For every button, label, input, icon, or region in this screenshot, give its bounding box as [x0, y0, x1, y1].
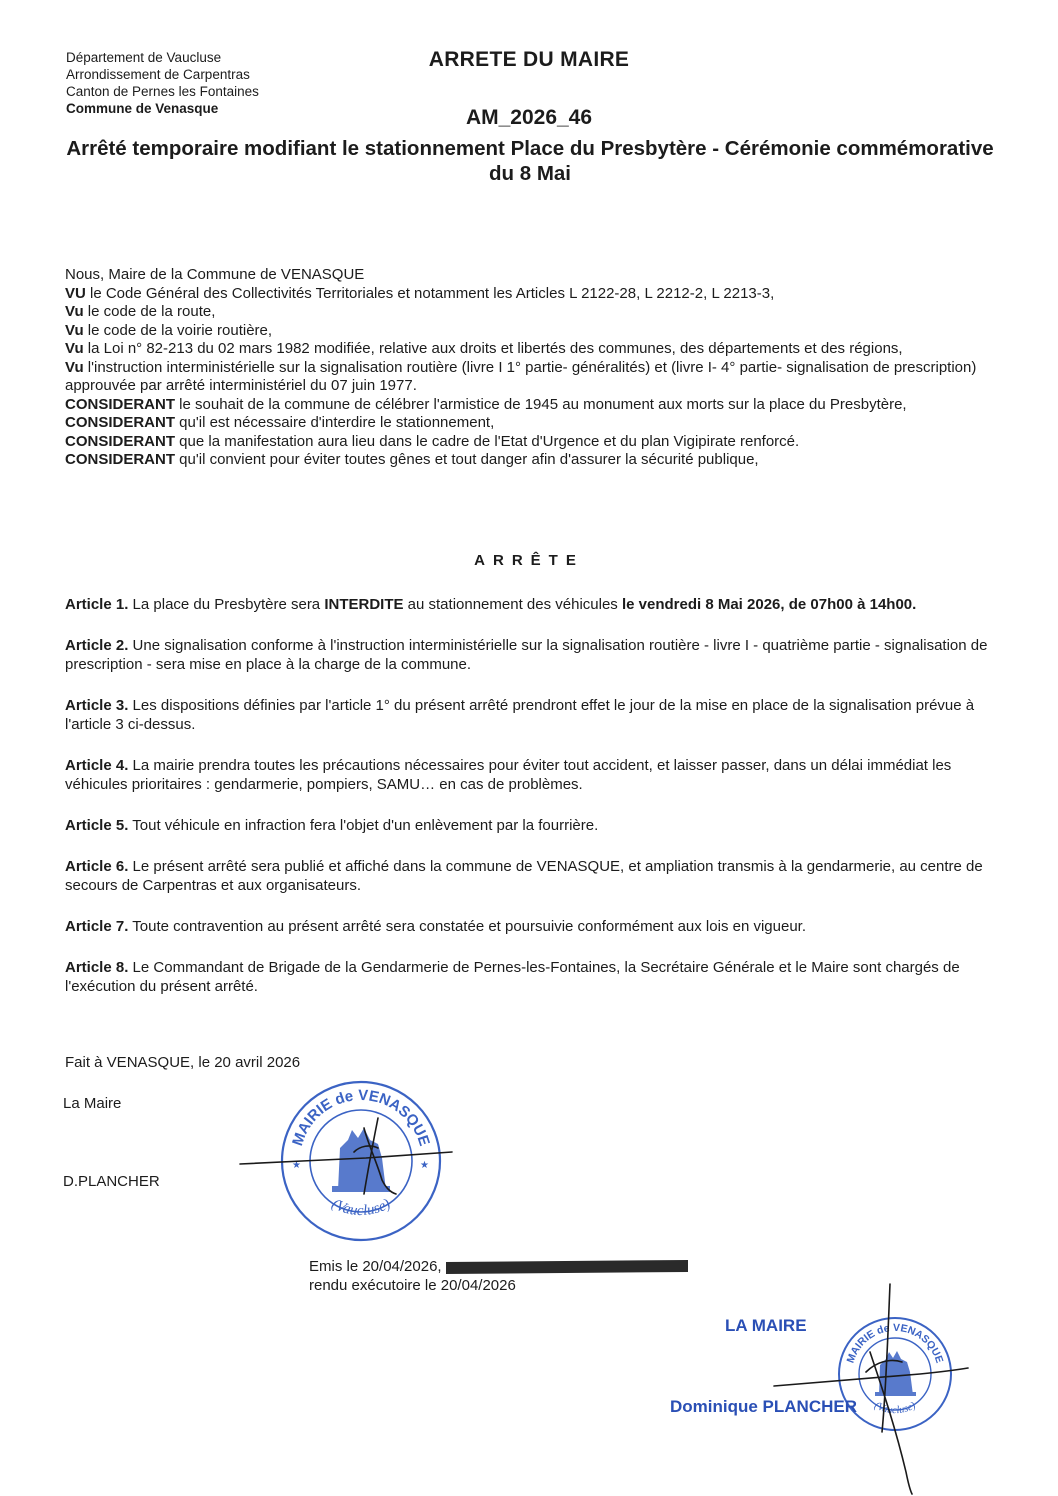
vu-keyword: Vu	[65, 358, 84, 376]
preamble-vu-2	[65, 303, 1005, 322]
article-6	[65, 857, 995, 895]
publication-info	[309, 1257, 688, 1295]
preamble-considerant-2	[65, 414, 1005, 433]
article-text: La mairie prendra toutes les précautions nécessaires pour éviter tout accident, et laisser passer, dans un délai immédiat les véhicules prioritaires : gendarmerie, pompiers, SAMU… en cas de problèmes.	[65, 757, 952, 793]
articles	[65, 595, 995, 1018]
article-number: Article 7.	[65, 918, 129, 935]
executory-line: rendu exécutoire le 20/04/2026	[309, 1277, 516, 1294]
decides-heading: ARRÊTE	[474, 552, 584, 569]
article-1	[65, 595, 995, 614]
admin-line-department: Département de Vaucluse	[66, 50, 222, 65]
preamble-vu-3	[65, 322, 1005, 341]
stamp-text-top: MAIRIE de VENASQUE	[289, 1086, 433, 1149]
vu-text: le code de la voirie routière,	[83, 321, 273, 339]
signatory-full-name: Dominique PLANCHER	[670, 1397, 857, 1416]
preamble-intro: Nous, Maire de la Commune de VENASQUE	[65, 266, 365, 283]
vu-keyword: VU	[65, 284, 86, 302]
article-number: Article 6.	[65, 858, 129, 875]
stamp-text-bottom: (Vaucluse)	[872, 1400, 918, 1417]
article-7	[65, 917, 995, 936]
vu-keyword: Vu	[65, 321, 84, 339]
article-text: au stationnement des véhicules	[403, 596, 622, 613]
vu-text: le code de la route,	[83, 303, 216, 320]
preamble-considerant-3	[65, 433, 1005, 452]
document-title-text: ARRETE DU MAIRE	[428, 48, 630, 71]
vu-text: l'instruction interministérielle sur la signalisation routière (livre I 1° partie- généralités) et (livre I- 4° partie- signalisation de prescription) approuvée par arrêté interministériel du 07 juin 1977.	[65, 358, 977, 394]
article-emphasis: le vendredi 8 Mai 2026, de 07h00 à 14h00.	[621, 596, 917, 613]
document-title	[0, 48, 1058, 72]
considerant-keyword: CONSIDERANT	[65, 432, 176, 450]
handwritten-signature-secondary	[770, 1282, 970, 1496]
article-text: Le présent arrêté sera publié et affiché dans la commune de VENASQUE, et ampliation transmis à la gendarmerie, au centre de secours de Carpentras et aux organisateurs.	[65, 858, 983, 894]
article-5	[65, 816, 995, 835]
article-4	[65, 756, 995, 794]
stamp-star-icon: ★	[292, 1160, 301, 1171]
considerant-keyword: CONSIDERANT	[65, 395, 176, 413]
signatory-name: D.PLANCHER	[63, 1173, 160, 1190]
considerant-text: qu'il convient pour éviter toutes gênes et tout danger afin d'assurer la sécurité publique,	[175, 451, 759, 468]
vu-text: la Loi n° 82-213 du 02 mars 1982 modifiée, relative aux droits et libertés des communes, des départements et des régions,	[83, 340, 903, 357]
article-number: Article 3.	[65, 697, 129, 714]
article-8	[65, 958, 995, 996]
issued-date: Emis le 20/04/2026,	[309, 1258, 442, 1275]
admin-line-commune: Commune de Venasque	[66, 101, 219, 116]
place-and-date: Fait à VENASQUE, le 20 avril 2026	[65, 1054, 301, 1071]
stamp-star-icon: ★	[420, 1160, 429, 1171]
decree-reference: AM_2026_46	[465, 106, 593, 129]
considerant-text: qu'il est nécessaire d'interdire le stationnement,	[175, 414, 495, 431]
article-number: Article 8.	[65, 959, 129, 976]
considerant-text: que la manifestation aura lieu dans le cadre de l'Etat d'Urgence et du plan Vigipirate renforcé.	[175, 432, 800, 450]
article-text: Le Commandant de Brigade de la Gendarmerie de Pernes-les-Fontaines, la Secrétaire Générale et le Maire sont chargés de l'exécution du présent arrêté.	[65, 959, 960, 995]
decree-subject: Arrêté temporaire modifiant le stationnement Place du Presbytère - Cérémonie commémorative du 8 Mai	[66, 137, 994, 185]
vu-keyword: Vu	[65, 340, 84, 357]
article-text: Tout véhicule en infraction fera l'objet d'un enlèvement par la fourrière.	[128, 817, 599, 834]
admin-line-arrondissement: Arrondissement de Carpentras	[66, 67, 250, 82]
stamp-text-top: MAIRIE de VENASQUE	[844, 1321, 946, 1365]
preamble-vu-1	[65, 285, 1005, 304]
preamble-considerant-4	[65, 451, 1005, 470]
considerant-text: le souhait de la commune de célébrer l'armistice de 1945 au monument aux morts sur la place du Presbytère,	[175, 395, 907, 413]
article-number: Article 5.	[65, 817, 129, 834]
redacted-block	[446, 1260, 688, 1274]
preamble	[65, 266, 1005, 470]
vu-keyword: Vu	[65, 303, 84, 320]
considerant-keyword: CONSIDERANT	[65, 451, 176, 468]
stamp-text-bottom: (Vaucluse)	[328, 1196, 394, 1220]
article-text: Une signalisation conforme à l'instruction interministérielle sur la signalisation routière - livre I - quatrième partie - signalisation de prescription - sera mise en place à la charge de la commune.	[65, 637, 988, 673]
preamble-vu-5	[65, 359, 1005, 396]
issued-line	[309, 1257, 688, 1276]
article-text: Les dispositions définies par l'article 1° du présent arrêté prendront effet le jour de la mise en place de la signalisation prévue à l'article 3 ci-dessus.	[65, 697, 975, 733]
vu-text: le Code Général des Collectivités Territoriales et notamment les Articles L 2122-28, L 2212-2, L 2213-3,	[85, 284, 775, 302]
considerant-keyword: CONSIDERANT	[65, 414, 176, 431]
article-text: Toute contravention au présent arrêté sera constatée et poursuivie conformément aux lois en vigueur.	[128, 918, 806, 935]
article-2	[65, 636, 995, 674]
article-number: Article 2.	[65, 637, 129, 654]
article-3	[65, 696, 995, 734]
signatory-role: La Maire	[63, 1095, 122, 1112]
article-text: La place du Presbytère sera	[128, 596, 325, 613]
article-emphasis: INTERDITE	[324, 596, 404, 613]
article-number: Article 1.	[65, 596, 129, 613]
admin-line-canton: Canton de Pernes les Fontaines	[66, 84, 259, 99]
stamp-role-label: LA MAIRE	[725, 1316, 807, 1335]
preamble-vu-4	[65, 340, 1005, 359]
article-number: Article 4.	[65, 757, 129, 774]
preamble-considerant-1	[65, 396, 1005, 415]
handwritten-signature	[236, 1108, 456, 1198]
